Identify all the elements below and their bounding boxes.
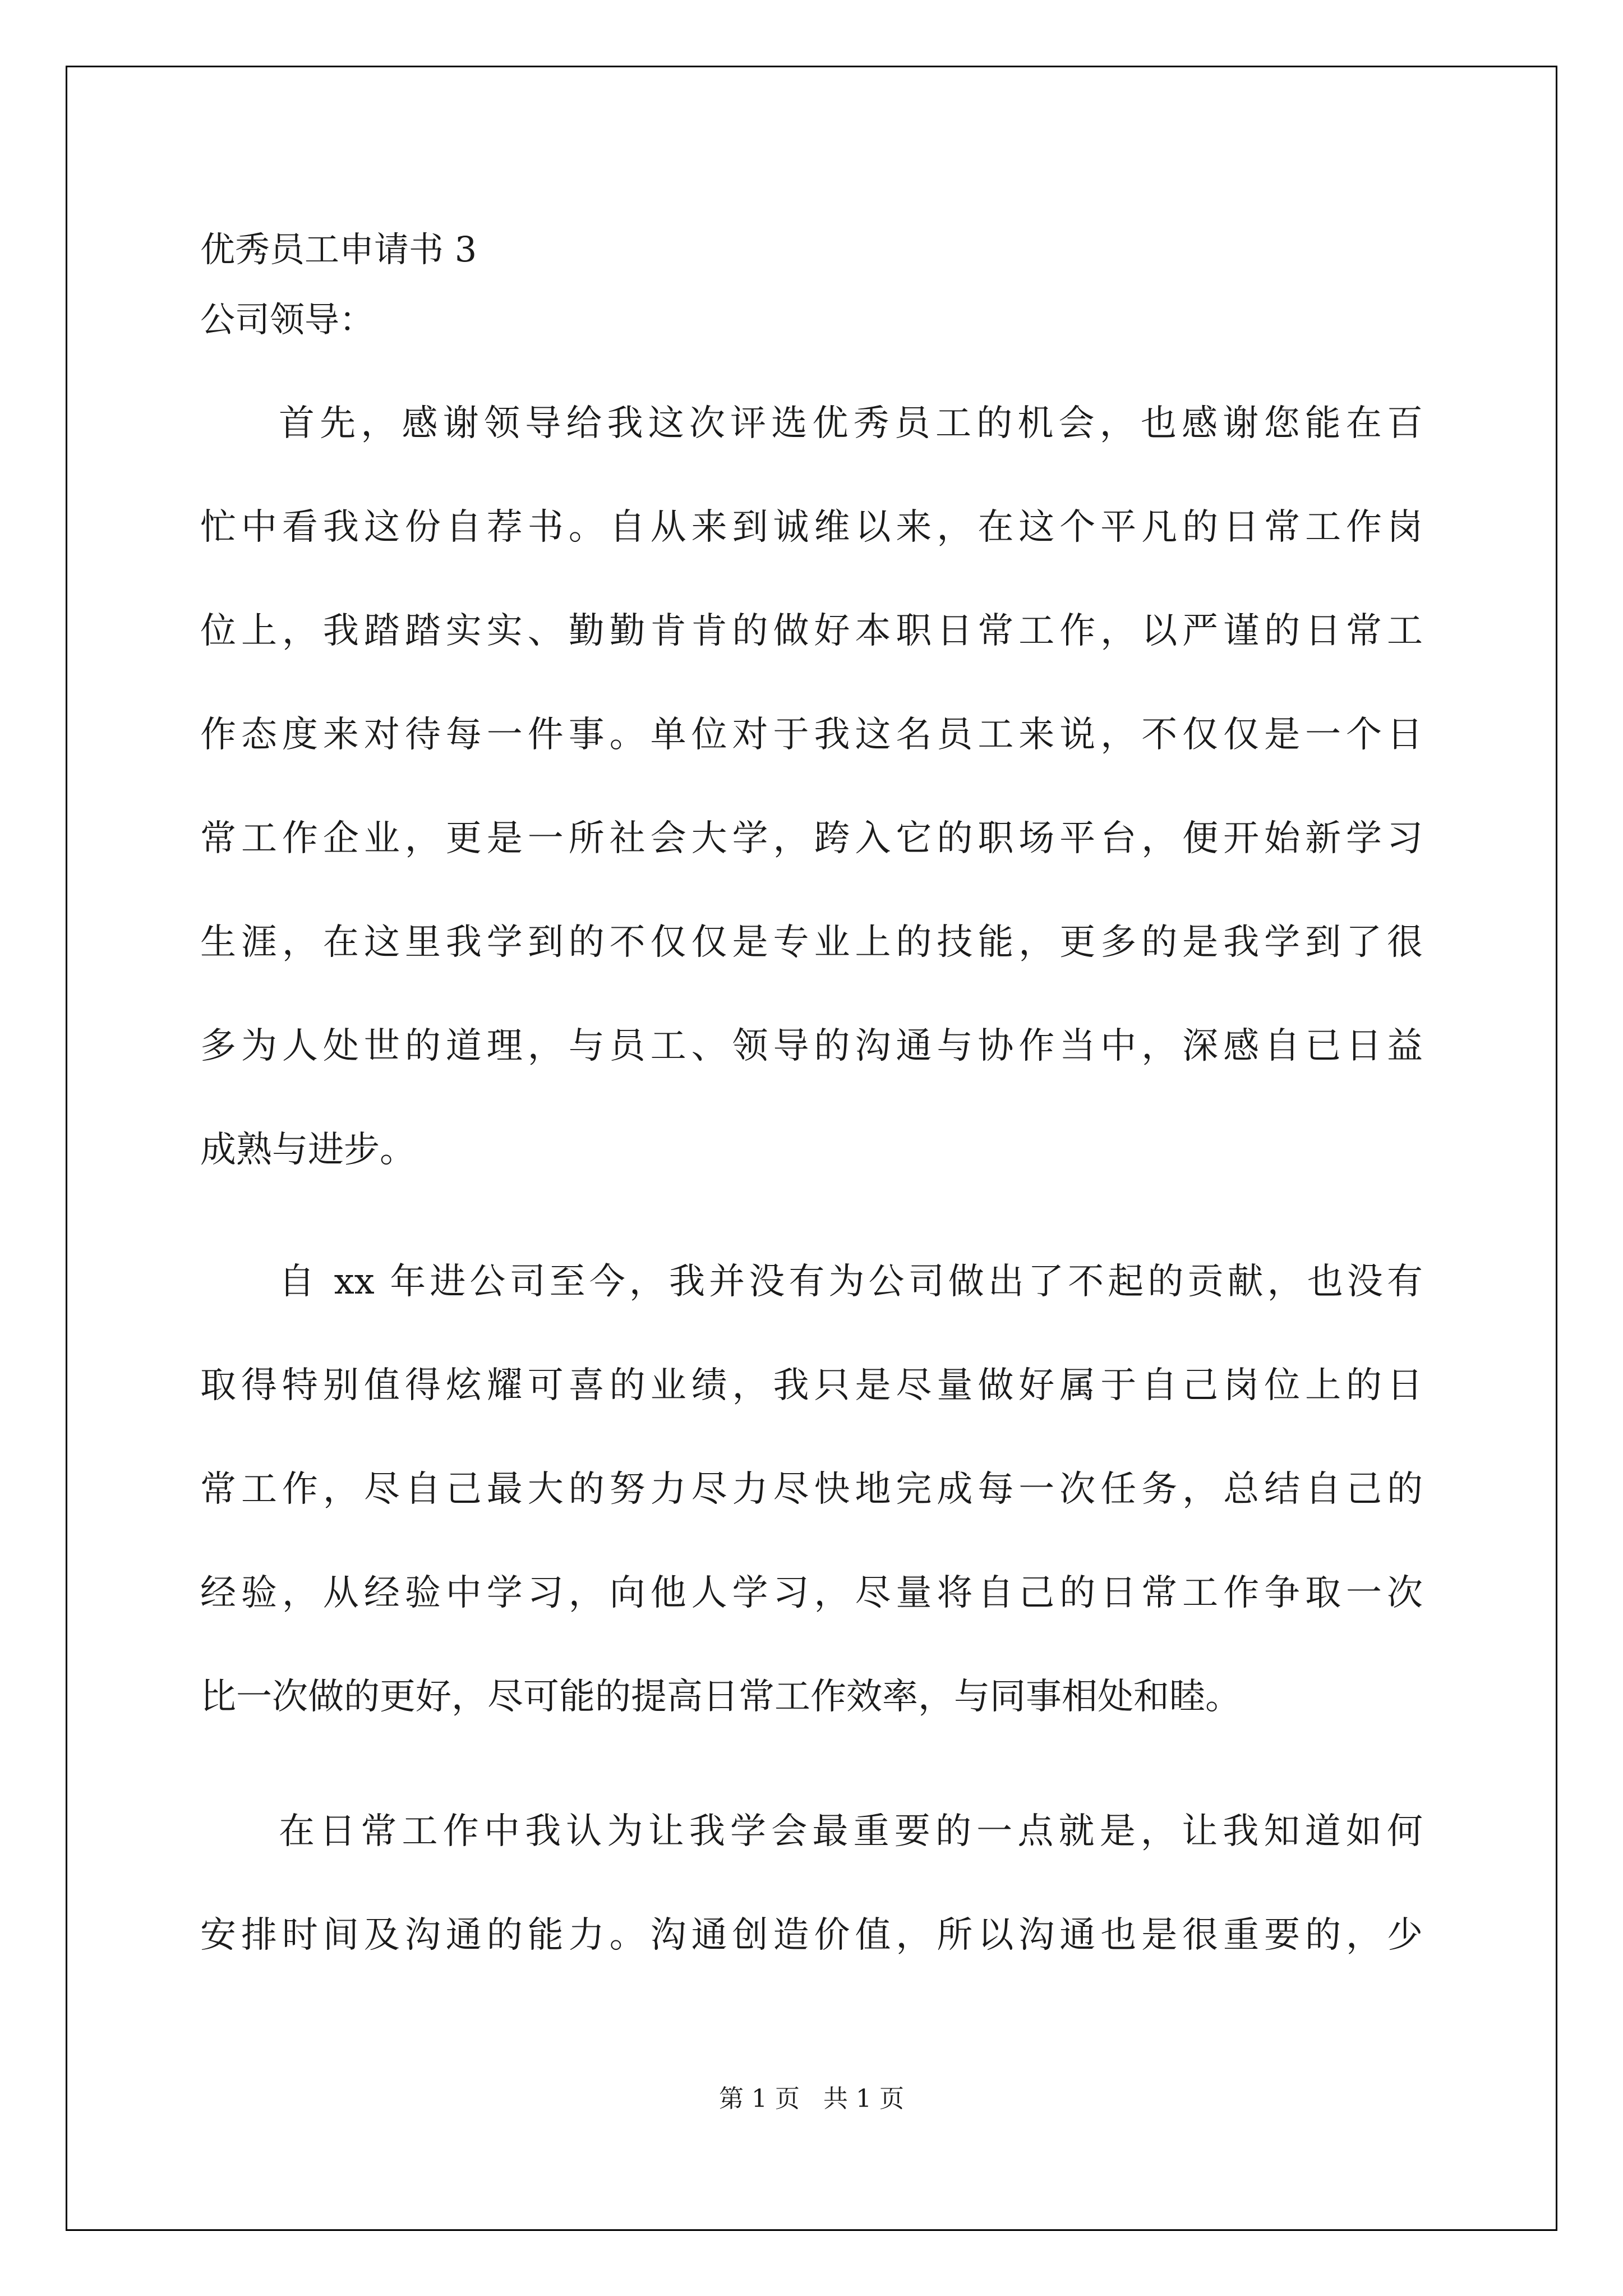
paragraph-2-line: 自 xx 年进公司至今，我并没有为公司做出了不起的贡献，也没有 xyxy=(279,1261,1423,1303)
page-total: 共 1 页 xyxy=(823,2085,904,2113)
paragraph-1-line: 生涯，在这里我学到的不仅仅是专业上的技能，更多的是我学到了很 xyxy=(200,922,1423,963)
page-number: 第 1 页 xyxy=(719,2085,800,2113)
paragraph-1-line: 忙中看我这份自荐书。自从来到诚维以来，在这个平凡的日常工作岗 xyxy=(200,507,1423,548)
paragraph-3-line: 安排时间及沟通的能力。沟通创造价值，所以沟通也是很重要的，少 xyxy=(200,1915,1423,1956)
page-footer xyxy=(0,2082,1623,2116)
paragraph-1-line: 作态度来对待每一件事。单位对于我这名员工来说，不仅仅是一个日 xyxy=(200,714,1423,756)
paragraph-2-line: 常工作，尽自己最大的努力尽力尽快地完成每一次任务，总结自己的 xyxy=(200,1469,1423,1510)
paragraph-1-line: 成熟与进步。 xyxy=(200,1129,416,1171)
paragraph-1-line: 常工作企业，更是一所社会大学，跨入它的职场平台，便开始新学习 xyxy=(200,818,1423,859)
paragraph-1-line: 位上，我踏踏实实、勤勤肯肯的做好本职日常工作，以严谨的日常工 xyxy=(200,610,1423,652)
document-title: 优秀员工申请书 3 xyxy=(200,229,477,270)
paragraph-1-line: 首先，感谢领导给我这次评选优秀员工的机会，也感谢您能在百 xyxy=(279,403,1423,444)
paragraph-2-line: 比一次做的更好，尽可能的提高日常工作效率，与同事相处和睦。 xyxy=(200,1676,1241,1718)
paragraph-1-line: 多为人处世的道理，与员工、领导的沟通与协作当中，深感自已日益 xyxy=(200,1025,1423,1067)
paragraph-3-line: 在日常工作中我认为让我学会最重要的一点就是，让我知道如何 xyxy=(279,1811,1423,1852)
salutation: 公司领导： xyxy=(200,299,375,340)
paragraph-2-line: 取得特别值得炫耀可喜的业绩，我只是尽量做好属于自己岗位上的日 xyxy=(200,1365,1423,1406)
paragraph-2-line: 经验，从经验中学习，向他人学习，尽量将自己的日常工作争取一次 xyxy=(200,1572,1423,1614)
